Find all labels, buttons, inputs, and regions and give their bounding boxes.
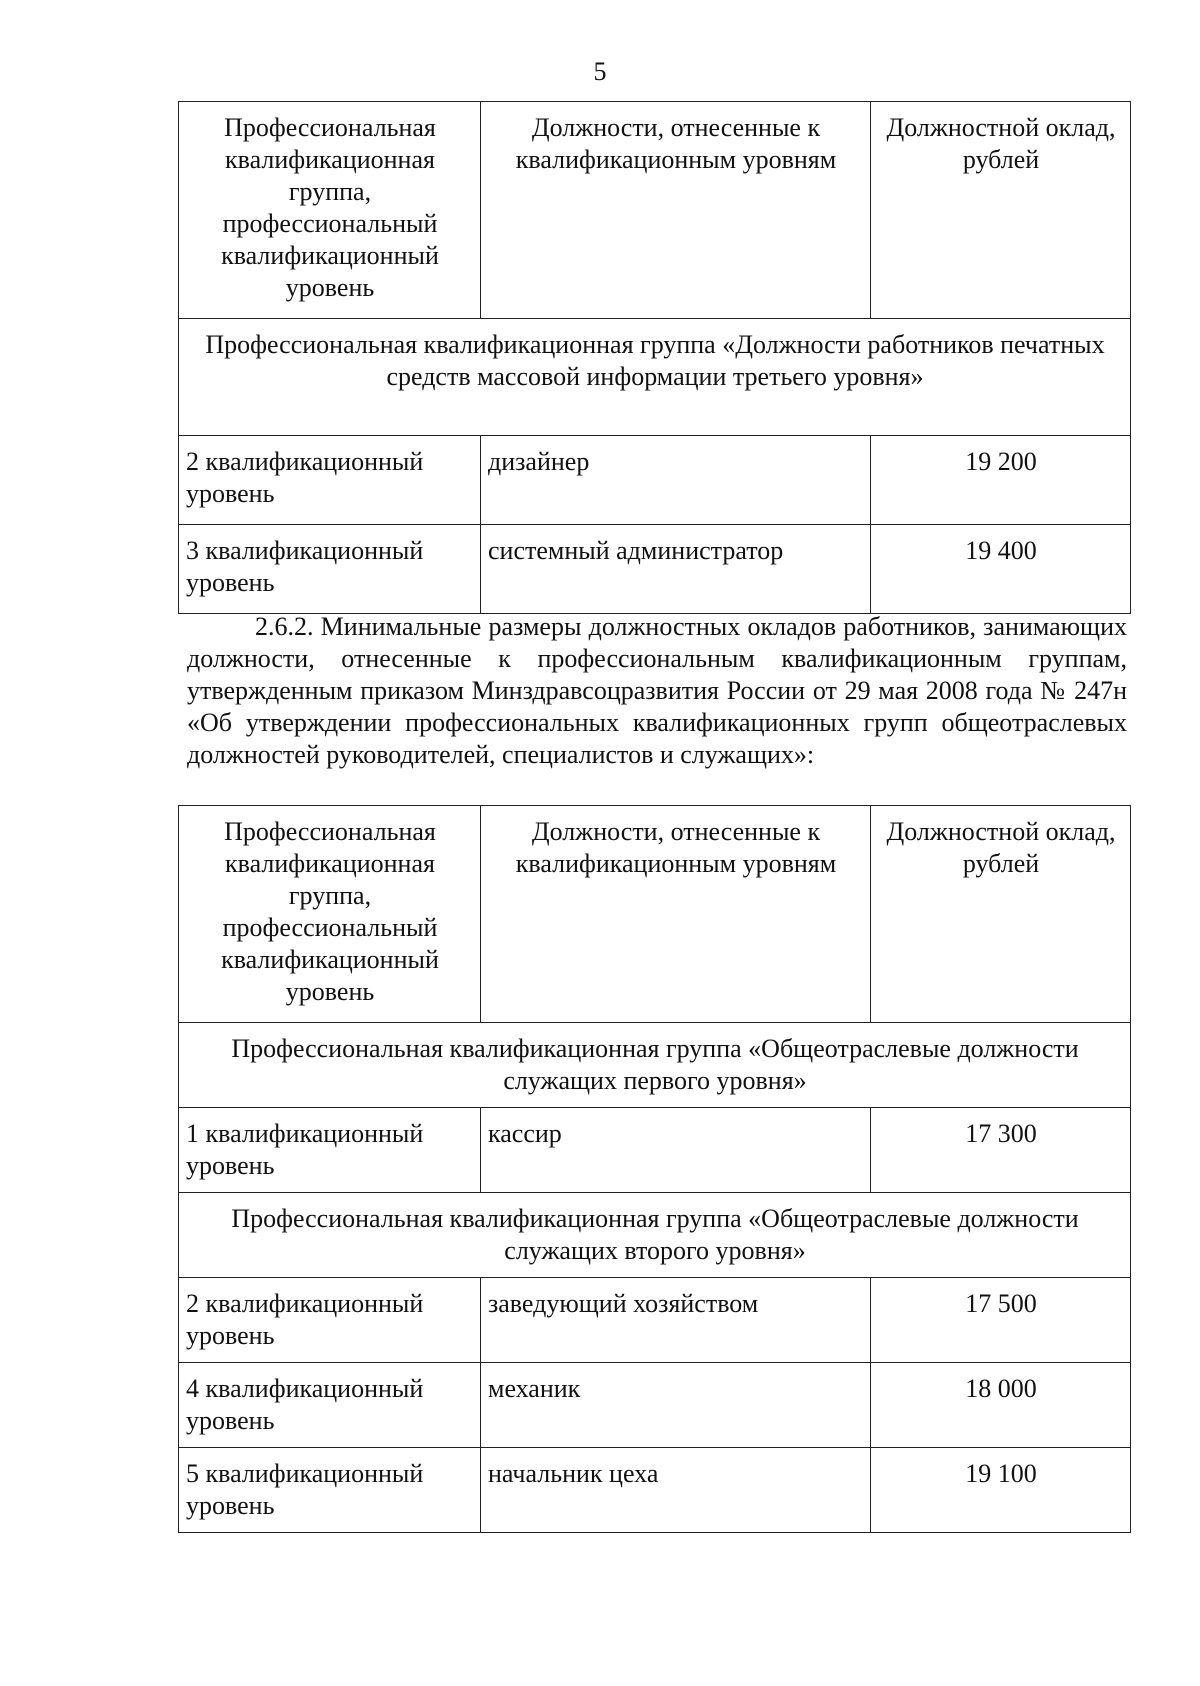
header-salary: Должностной оклад, рублей xyxy=(871,102,1131,319)
table-row xyxy=(179,1278,1131,1363)
salary-table-print-media xyxy=(178,101,1131,614)
position-cell: кассир xyxy=(481,1108,871,1193)
salary-cell: 18 000 xyxy=(871,1363,1131,1448)
table-row xyxy=(179,1363,1131,1448)
group-title: Профессиональная квалификационная группа «Должности работников печатных средств массовой информации третьего уровня» xyxy=(179,319,1131,436)
group-title: Профессиональная квалификационная группа «Общеотраслевые должности служащих второго уровня» xyxy=(179,1193,1131,1278)
level-cell: 4 квалификационный уровень xyxy=(179,1363,481,1448)
table-row xyxy=(179,525,1131,614)
group-row xyxy=(179,1023,1131,1108)
position-cell: системный администратор xyxy=(481,525,871,614)
group-row xyxy=(179,319,1131,436)
body-paragraph: 2.6.2. Минимальные размеры должностных окладов работников, занимающих должности, отнесенные к профессиональным квалификационным группам, утвержденным приказом Минздравсоцразвития России от 29 мая 2008 года № 247н «Об утверждении профессиональных квалификационных групп общеотраслевых должностей руководителей, специалистов и служащих»: xyxy=(187,612,1127,769)
salary-cell: 17 300 xyxy=(871,1108,1131,1193)
page-number: 5 xyxy=(593,57,607,86)
header-positions: Должности, отнесенные к квалификационным уровням xyxy=(481,806,871,1023)
header-positions: Должности, отнесенные к квалификационным уровням xyxy=(481,102,871,319)
position-cell: дизайнер xyxy=(481,436,871,525)
position-cell: заведующий хозяйством xyxy=(481,1278,871,1363)
group-row xyxy=(179,1193,1131,1278)
salary-cell: 19 100 xyxy=(871,1448,1131,1533)
level-cell: 1 квалификационный уровень xyxy=(179,1108,481,1193)
salary-cell: 17 500 xyxy=(871,1278,1131,1363)
header-group-level: Профессиональная квалификационная группа, профессиональный квалификационный уровень xyxy=(179,806,481,1023)
table-row xyxy=(179,1108,1131,1193)
position-cell: начальник цеха xyxy=(481,1448,871,1533)
level-cell: 2 квалификационный уровень xyxy=(179,1278,481,1363)
level-cell: 3 квалификационный уровень xyxy=(179,525,481,614)
level-cell: 2 квалификационный уровень xyxy=(179,436,481,525)
salary-cell: 19 400 xyxy=(871,525,1131,614)
header-salary: Должностной оклад, рублей xyxy=(871,806,1131,1023)
table-header-row xyxy=(179,102,1131,319)
salary-cell: 19 200 xyxy=(871,436,1131,525)
table-header-row xyxy=(179,806,1131,1023)
level-cell: 5 квалификационный уровень xyxy=(179,1448,481,1533)
header-group-level: Профессиональная квалификационная группа, профессиональный квалификационный уровень xyxy=(179,102,481,319)
position-cell: механик xyxy=(481,1363,871,1448)
table-row xyxy=(179,1448,1131,1533)
salary-table-general-positions xyxy=(178,805,1131,1533)
table-row xyxy=(179,436,1131,525)
group-title: Профессиональная квалификационная группа «Общеотраслевые должности служащих первого уровня» xyxy=(179,1023,1131,1108)
